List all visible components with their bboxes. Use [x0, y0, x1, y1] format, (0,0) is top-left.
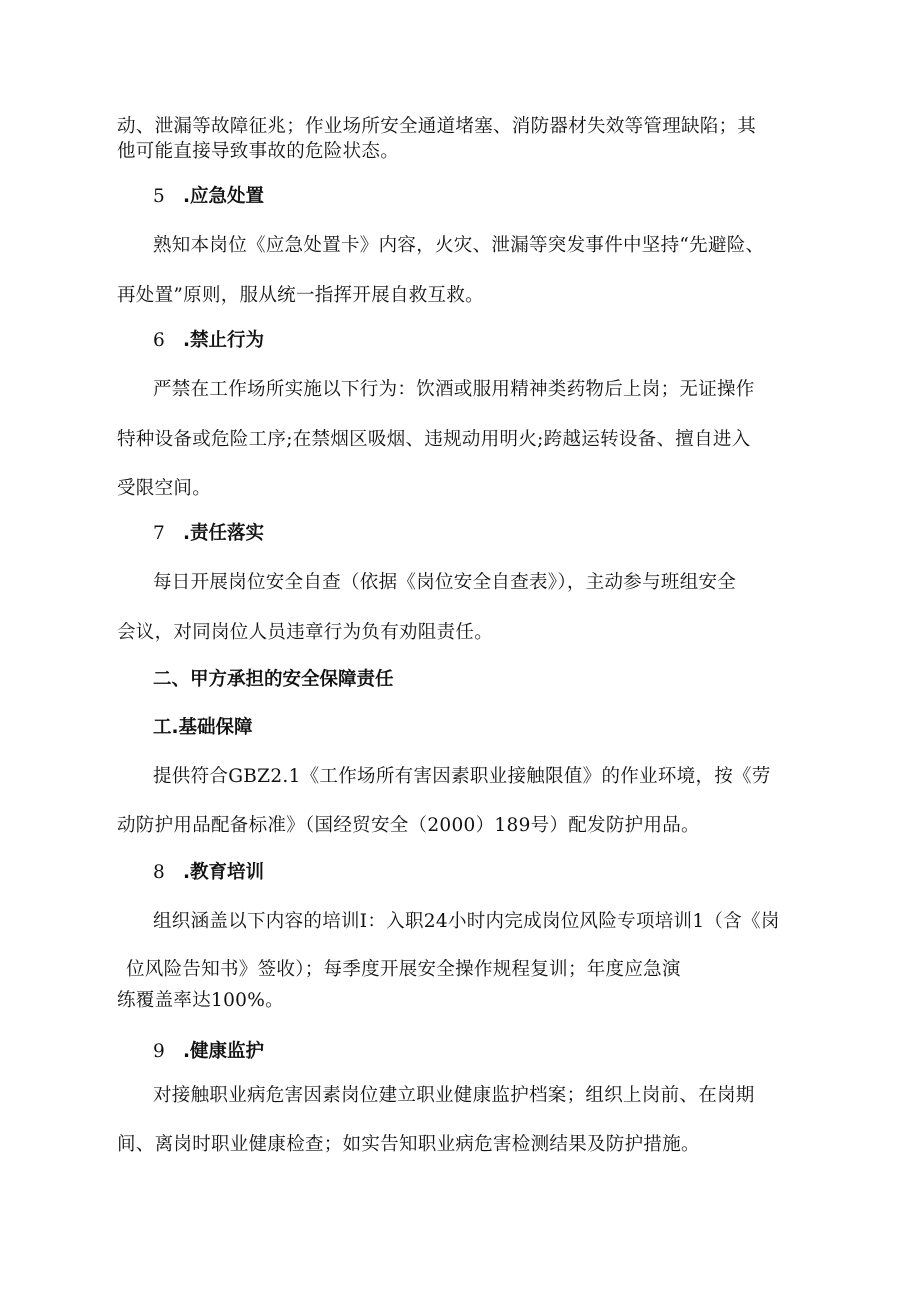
body-line: 间、离岗时职业健康检查；如实告知职业病危害检测结果及防护措施。 — [117, 1134, 700, 1155]
heading-training — [153, 861, 264, 885]
heading-title: .教育培训 — [183, 862, 265, 883]
body-line: 会议，对同岗位人员违章行为负有劝阻责任。 — [117, 622, 494, 643]
body-line: 练覆盖率达100%。 — [117, 990, 284, 1011]
heading-number: 5 — [153, 186, 165, 207]
body-line: 他可能直接导致事故的危险状态。 — [117, 141, 400, 162]
heading-number: 8 — [153, 862, 165, 883]
body-line: 再处置”原则，服从统一指挥开展自救互救。 — [117, 285, 484, 306]
section-heading: 二、甲方承担的安全保障责任 — [153, 669, 394, 690]
body-line: 动防护用品配备标准》（国经贸安全（2000）189号）配发防护用品。 — [117, 815, 700, 836]
heading-health — [153, 1040, 264, 1064]
heading-responsibility — [153, 522, 264, 546]
body-line: 位风险告知书》签收）；每季度开展安全操作规程复训；年度应急演 — [126, 959, 681, 980]
heading-number: 6 — [153, 330, 165, 351]
body-line: 动、泄漏等故障征兆；作业场所安全通道堵塞、消防器材失效等管理缺陷；其 — [117, 116, 757, 137]
heading-title: .禁止行为 — [183, 330, 265, 351]
heading-title: .应急处置 — [183, 186, 265, 207]
body-line: 提供符合GBZ2.1《工作场所有害因素职业接触限值》的作业环境，按《劳 — [153, 766, 771, 787]
heading-prohibited — [153, 329, 264, 353]
heading-number: 7 — [153, 523, 165, 544]
body-line: 严禁在工作场所实施以下行为：饮酒或服用精神类药物后上岗；无证操作 — [153, 379, 755, 400]
body-line: 每日开展岗位安全自查（依据《岗位安全自查表》），主动参与班组安全 — [153, 572, 737, 593]
heading-basic-guarantee: 工.基础保障 — [153, 717, 253, 738]
body-line: 特种设备或危险工序;在禁烟区吸烟、违规动用明火;跨越运转设备、擅自进入 — [117, 429, 751, 450]
body-line: 对接触职业病危害因素岗位建立职业健康监护档案；组织上岗前、在岗期 — [153, 1085, 755, 1106]
body-line: 熟知本岗位《应急处置卡》内容，火灾、泄漏等突发事件中坚持“先避险、 — [153, 235, 765, 256]
heading-title: .责任落实 — [183, 523, 265, 544]
body-line: 受限空间。 — [117, 478, 212, 499]
body-line: 组织涵盖以下内容的培训I：入职24小时内完成岗位风险专项培训1（含《岗 — [153, 911, 780, 932]
heading-number: 9 — [153, 1041, 165, 1062]
heading-emergency — [153, 185, 264, 209]
heading-title: .健康监护 — [183, 1041, 265, 1062]
